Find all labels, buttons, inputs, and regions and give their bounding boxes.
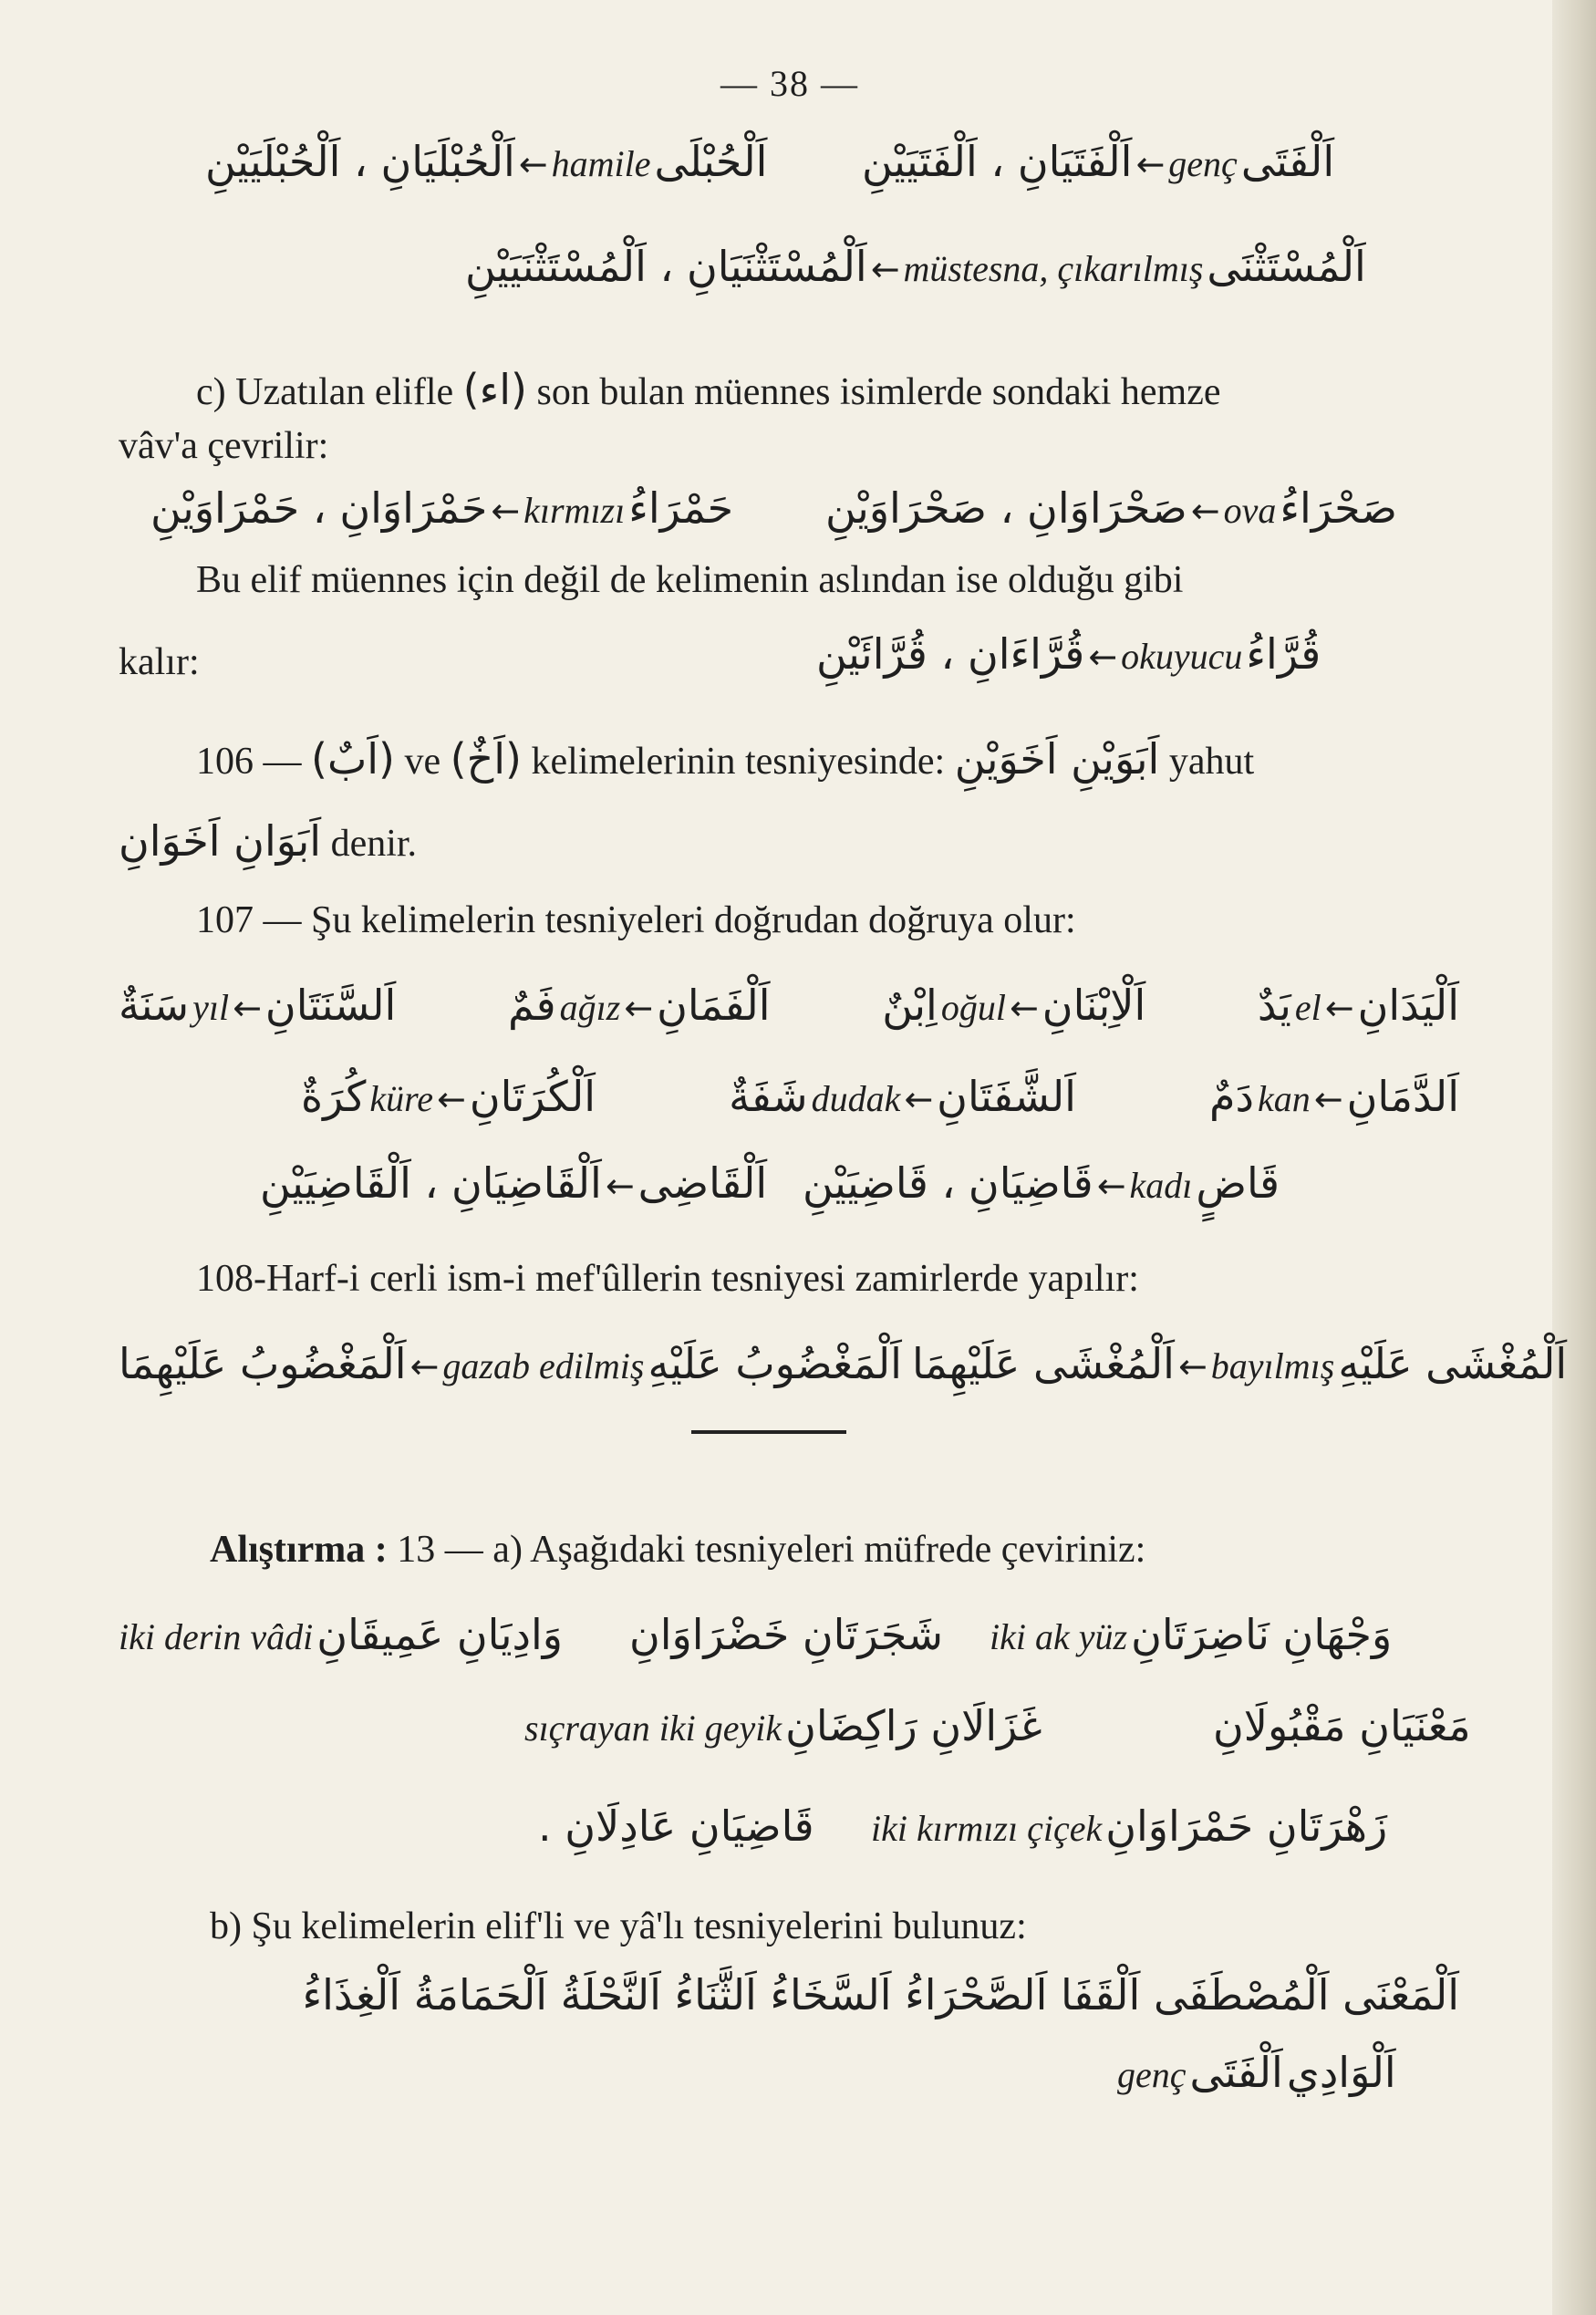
arrow-icon: ← — [624, 988, 654, 1028]
arabic-dual: اَلْقَاضِيَانِ ، اَلْقَاضِيَيْنِ — [260, 1158, 602, 1208]
turkish-gloss: sıçrayan iki geyik — [524, 1708, 782, 1749]
arrow-icon: ← — [436, 1079, 466, 1119]
arabic-word-ab: (اَبٌ) — [311, 734, 395, 784]
section-108-example-right — [912, 1339, 1567, 1388]
exercise-row1-mid — [629, 1610, 943, 1659]
turkish-gloss: el — [1294, 987, 1321, 1028]
text: yahut — [1168, 741, 1255, 783]
dual-example-mustesna — [465, 242, 1366, 291]
arabic-dual: صَحْرَاوَانِ ، صَحْرَاوَيْنِ — [825, 483, 1187, 533]
exercise-row3-left — [538, 1801, 814, 1851]
turkish-gloss: iki ak yüz — [990, 1616, 1128, 1657]
turkish-gloss: kan — [1257, 1078, 1311, 1119]
arabic-dual: اَلْكُرَتَانِ — [469, 1072, 596, 1121]
turkish-gloss: okuyucu — [1121, 636, 1243, 677]
arabic-dual: غَزَالَانِ رَاكِضَانِ — [785, 1701, 1042, 1750]
turkish-gloss: genç — [1168, 143, 1238, 184]
arabic-source-word: اَلْقَاضِى — [637, 1158, 768, 1208]
exercise-heading — [210, 1528, 1145, 1572]
note-line2: kalır: — [119, 641, 200, 683]
arabic-word-akh: (اَخٌ) — [450, 734, 523, 784]
arabic-dual: زَهْرَتَانِ حَمْرَاوَانِ — [1105, 1801, 1388, 1851]
exercise-row1-right — [990, 1610, 1392, 1659]
arabic-source-word: اَلْحُبْلَى — [654, 137, 768, 186]
turkish-gloss: kırmızı — [523, 490, 626, 531]
arrow-icon: ← — [1313, 1079, 1343, 1119]
arabic-dual: اَلْمَغْضُوبُ عَلَيْهِمَا — [119, 1339, 407, 1388]
arabic-source-word: كُرَةٌ — [301, 1072, 367, 1121]
section-106-line2 — [119, 816, 417, 866]
arrow-icon: ← — [1009, 988, 1039, 1028]
arrow-icon: ← — [1096, 1166, 1126, 1206]
section-108-example-left — [119, 1339, 902, 1388]
text: kelimelerinin tesniyesinde: — [531, 741, 946, 783]
exercise-row3-right — [871, 1801, 1387, 1851]
exercise-b-words — [119, 1970, 1459, 2019]
turkish-gloss: müstesna, çıkarılmış — [903, 248, 1204, 289]
pair-kure — [301, 1072, 596, 1121]
hemze-symbol: (اء) — [462, 365, 527, 414]
section-number: 106 — — [196, 741, 302, 783]
turkish-gloss: ağız — [559, 987, 621, 1028]
arabic-dual: اَبَوَانِ اَخَوَانِ — [119, 816, 322, 866]
turkish-gloss: ova — [1223, 490, 1277, 531]
arabic-source-word: يَدٌ — [1257, 981, 1291, 1030]
arrow-icon: ← — [1088, 637, 1118, 677]
arabic-source-word: اِبْنٌ — [882, 981, 938, 1030]
turkish-gloss: oğul — [940, 987, 1006, 1028]
arabic-dual: اَلسَّنَتَانِ — [264, 981, 397, 1030]
arrow-icon: ← — [1177, 1346, 1207, 1386]
arabic-source-word: اَلْمُغْشَى عَلَيْهِ — [1338, 1339, 1568, 1388]
turkish-gloss: genç — [1117, 2054, 1187, 2095]
arabic-source-word: شَفَةٌ — [729, 1072, 808, 1121]
arrow-icon: ← — [1135, 144, 1166, 184]
arabic-dual: وَجْهَانِ نَاضِرَتَانِ — [1131, 1610, 1393, 1659]
exercise-label: Alıştırma : — [210, 1529, 388, 1571]
text: son bulan müennes isimlerde sondaki hemze — [536, 371, 1221, 413]
pair-dudak — [729, 1072, 1076, 1121]
arabic-dual: مَعْنَيَانِ مَقْبُولَانِ — [1213, 1701, 1471, 1750]
dual-example-hamile — [205, 137, 767, 186]
arrow-icon: ← — [233, 988, 262, 1028]
arabic-dual: اَلْفَتَيَانِ ، اَلْفَتَيَيْنِ — [862, 137, 1133, 186]
section-107-row3-left — [260, 1158, 767, 1208]
turkish-gloss: kadı — [1129, 1165, 1193, 1206]
exercise-b-text: b) Şu kelimelerin elif'li ve yâ'lı tesniyelerini bulunuz: — [210, 1905, 1027, 1947]
section-107-row2 — [301, 1072, 1459, 1121]
exercise-row2-left — [524, 1701, 1042, 1750]
arabic-source-word: اَلْمُسْتَثْنَى — [1207, 242, 1366, 291]
page-edge-shadow — [1552, 0, 1596, 2315]
dual-example-genc — [862, 137, 1334, 186]
arabic-dual: قَاضِيَانِ ، قَاضِيَيْنِ — [803, 1158, 1093, 1208]
arabic-dual: حَمْرَاوَانِ ، حَمْرَاوَيْنِ — [150, 483, 488, 533]
arabic-dual: اَلْمُغْشَى عَلَيْهِمَا — [912, 1339, 1175, 1388]
example-ova — [825, 483, 1397, 533]
section-107-row3-right — [803, 1158, 1280, 1208]
pair-kan — [1209, 1072, 1459, 1121]
exercise-b-last — [1117, 2048, 1396, 2097]
arabic-word-list: اَلْمَعْنَى اَلْمُصْطَفَى اَلْقَفَا اَلصَّحْرَاءُ اَلسَّخَاءُ اَلثَّنَاءُ اَلنَّحْلَةُ اَلْحَمَامَةُ اَلْغِذَاءُ — [302, 1970, 1459, 2019]
arrow-icon: ← — [605, 1166, 635, 1206]
arrow-icon: ← — [518, 144, 548, 184]
section-c-line1 — [196, 365, 1220, 414]
turkish-gloss: küre — [369, 1078, 433, 1119]
arabic-dual: اَلْفَمَانِ — [657, 981, 771, 1030]
arabic-dual: اَلشَّفَتَانِ — [937, 1072, 1076, 1121]
arrow-icon: ← — [1324, 988, 1354, 1028]
arabic-source-word: قُرَّاءُ — [1246, 629, 1321, 679]
page-number: — 38 — — [720, 63, 859, 104]
turkish-gloss: iki kırmızı çiçek — [871, 1808, 1103, 1849]
arabic-word: اَلْوَادِي — [1286, 2048, 1396, 2097]
arabic-source-word: دَمٌ — [1209, 1072, 1254, 1121]
arabic-source-word: اَلْمَغْضُوبُ عَلَيْهِ — [648, 1339, 902, 1388]
arabic-source-word: اَلْفَتَى — [1240, 137, 1335, 186]
arabic-dual: اَلدَّمَانِ — [1346, 1072, 1459, 1121]
section-106 — [196, 734, 1254, 784]
example-okuyucu — [816, 629, 1321, 679]
section-107-heading: 107 — Şu kelimelerin tesniyeleri doğrudan doğruya olur: — [196, 899, 1076, 941]
example-kirmizi — [150, 483, 733, 533]
arabic-dual: قُرَّاءَانِ ، قُرَّائَيْنِ — [816, 629, 1085, 679]
note-line1: Bu elif müennes için değil de kelimenin aslından ise olduğu gibi — [196, 559, 1184, 601]
pair-el — [1258, 981, 1459, 1030]
arrow-icon: ← — [870, 249, 900, 289]
arabic-dual: اَلْمُسْتَثْنَيَانِ ، اَلْمُسْتَثْنَيَيْنِ — [465, 242, 867, 291]
arabic-dual: وَادِيَانِ عَمِيقَانِ — [316, 1610, 563, 1659]
arabic-source-word: فَمٌ — [507, 981, 556, 1030]
pair-agiz — [508, 981, 771, 1030]
arabic-dual: شَجَرَتَانِ خَضْرَاوَانِ — [629, 1610, 944, 1659]
text: denir. — [330, 823, 418, 865]
turkish-gloss: iki derin vâdi — [119, 1616, 314, 1657]
exercise-a-text: 13 — a) Aşağıdaki tesniyeleri müfrede çeviriniz: — [397, 1529, 1146, 1571]
turkish-gloss: bayılmış — [1210, 1345, 1335, 1386]
turkish-gloss: hamile — [551, 143, 651, 184]
section-c-line2: vâv'a çevrilir: — [119, 425, 329, 467]
arrow-icon: ← — [1190, 491, 1220, 531]
text: ve — [404, 741, 441, 783]
arabic-source-word: حَمْرَاءُ — [628, 483, 734, 533]
section-108-heading: 108-Harf-i cerli ism-i mef'ûllerin tesniyesi zamirlerde yapılır: — [196, 1258, 1139, 1300]
arabic-dual: اَبَوَيْنِ اَخَوَيْنِ — [954, 734, 1160, 784]
pair-yil — [119, 981, 396, 1030]
arabic-source-word: صَحْرَاءُ — [1280, 483, 1397, 533]
exercise-row2-right — [1213, 1701, 1471, 1750]
arabic-source-word: سَنَةٌ — [119, 981, 190, 1030]
arabic-source-word: قَاضٍ — [1196, 1158, 1280, 1208]
arabic-word: اَلْفَتَى — [1189, 2048, 1283, 2097]
arabic-dual: اَلْاِبْنَانِ — [1042, 981, 1146, 1030]
section-divider — [691, 1430, 846, 1434]
turkish-gloss: gazab edilmiş — [442, 1345, 645, 1386]
arrow-icon: ← — [904, 1079, 934, 1119]
arabic-dual: قَاضِيَانِ عَادِلَانِ . — [538, 1801, 814, 1851]
section-107-row1 — [119, 981, 1459, 1030]
arabic-dual: اَلْحُبْلَيَانِ ، اَلْحُبْلَيَيْنِ — [205, 137, 515, 186]
pair-ogul — [882, 981, 1145, 1030]
turkish-gloss: dudak — [811, 1078, 901, 1119]
exercise-row1-left — [119, 1610, 563, 1659]
arabic-dual: اَلْيَدَانِ — [1357, 981, 1459, 1030]
turkish-gloss: yıl — [192, 987, 230, 1028]
arrow-icon: ← — [491, 491, 521, 531]
text: c) Uzatılan elifle — [196, 371, 454, 413]
arrow-icon: ← — [409, 1346, 440, 1386]
